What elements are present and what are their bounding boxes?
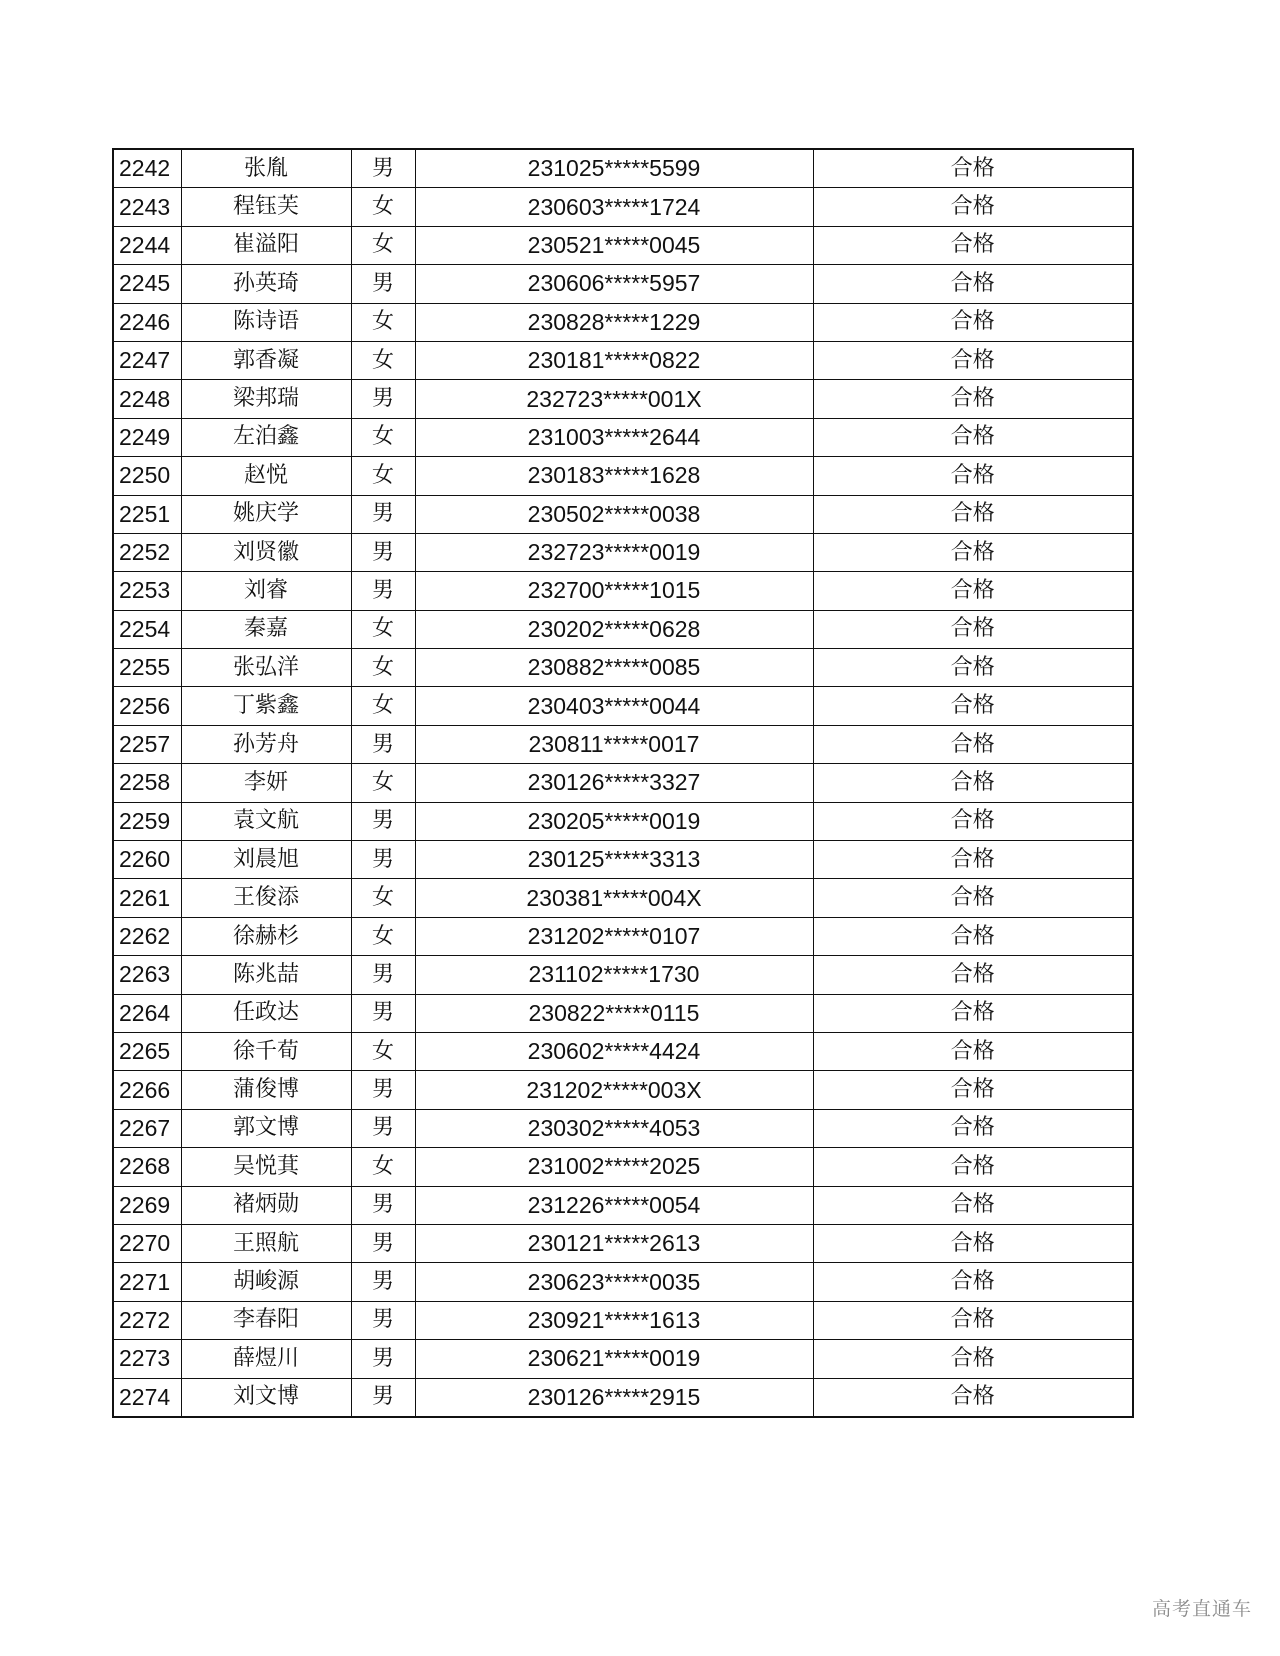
result-status: 合格 [813,610,1133,648]
candidate-sex: 男 [351,533,415,571]
result-status: 合格 [813,917,1133,955]
candidate-id-number: 231002*****2025 [415,1148,813,1186]
candidate-id-number: 230882*****0085 [415,649,813,687]
row-number: 2253 [113,572,181,610]
table-row [113,1340,1133,1378]
candidate-id-number: 231003*****2644 [415,418,813,456]
table-row [113,265,1133,303]
candidate-sex: 男 [351,1186,415,1224]
row-number: 2245 [113,265,181,303]
candidate-sex: 女 [351,418,415,456]
row-number: 2256 [113,687,181,725]
candidate-sex: 男 [351,380,415,418]
candidate-name: 赵悦 [181,457,351,495]
table-row [113,994,1133,1032]
table-row [113,1109,1133,1147]
candidate-name: 吴悦萁 [181,1148,351,1186]
result-status: 合格 [813,725,1133,763]
candidate-id-number: 230606*****5957 [415,265,813,303]
result-status: 合格 [813,841,1133,879]
candidate-id-number: 230126*****3327 [415,764,813,802]
result-status: 合格 [813,533,1133,571]
candidate-name: 徐赫杉 [181,917,351,955]
result-status: 合格 [813,687,1133,725]
candidate-name: 郭文博 [181,1109,351,1147]
table-row [113,1378,1133,1417]
candidate-id-number: 230205*****0019 [415,802,813,840]
candidate-name: 姚庆学 [181,495,351,533]
row-number: 2272 [113,1301,181,1339]
candidate-id-number: 230121*****2613 [415,1224,813,1262]
table-row [113,341,1133,379]
row-number: 2269 [113,1186,181,1224]
candidate-name: 孙芳舟 [181,725,351,763]
result-status: 合格 [813,1071,1133,1109]
watermark-text: 高考直通车 [1151,1598,1252,1620]
candidate-id-number: 230822*****0115 [415,994,813,1032]
candidate-name: 刘贤徽 [181,533,351,571]
candidate-sex: 女 [351,188,415,226]
row-number: 2267 [113,1109,181,1147]
result-status: 合格 [813,764,1133,802]
candidate-name: 胡峻源 [181,1263,351,1301]
table-row [113,1186,1133,1224]
candidate-name: 徐千荀 [181,1032,351,1070]
candidate-id-number: 232700*****1015 [415,572,813,610]
candidate-sex: 女 [351,226,415,264]
candidate-sex: 男 [351,495,415,533]
candidate-sex: 女 [351,649,415,687]
table-row [113,533,1133,571]
candidate-id-number: 231226*****0054 [415,1186,813,1224]
row-number: 2261 [113,879,181,917]
table-row [113,1224,1133,1262]
row-number: 2252 [113,533,181,571]
candidate-sex: 男 [351,725,415,763]
candidate-id-number: 231202*****003X [415,1071,813,1109]
result-status: 合格 [813,380,1133,418]
candidate-name: 王俊添 [181,879,351,917]
candidate-sex: 男 [351,1301,415,1339]
table-row [113,917,1133,955]
table-row [113,1301,1133,1339]
candidate-name: 丁紫鑫 [181,687,351,725]
row-number: 2273 [113,1340,181,1378]
row-number: 2246 [113,303,181,341]
row-number: 2270 [113,1224,181,1262]
row-number: 2258 [113,764,181,802]
table-row [113,1032,1133,1070]
candidate-sex: 女 [351,879,415,917]
candidate-name: 王照航 [181,1224,351,1262]
table-row [113,1071,1133,1109]
result-status: 合格 [813,1263,1133,1301]
table-row [113,725,1133,763]
candidate-id-number: 232723*****0019 [415,533,813,571]
result-status: 合格 [813,994,1133,1032]
result-status: 合格 [813,265,1133,303]
candidate-name: 薛煜川 [181,1340,351,1378]
candidate-name: 郭香凝 [181,341,351,379]
candidate-sex: 女 [351,610,415,648]
result-status: 合格 [813,341,1133,379]
table-row [113,149,1133,188]
result-status: 合格 [813,1148,1133,1186]
result-status: 合格 [813,879,1133,917]
table-row [113,879,1133,917]
result-status: 合格 [813,1301,1133,1339]
row-number: 2274 [113,1378,181,1417]
candidate-name: 秦嘉 [181,610,351,648]
table-row [113,380,1133,418]
candidate-sex: 男 [351,1109,415,1147]
candidate-id-number: 230181*****0822 [415,341,813,379]
candidate-id-number: 230202*****0628 [415,610,813,648]
candidate-sex: 男 [351,149,415,188]
candidate-sex: 女 [351,764,415,802]
candidate-sex: 女 [351,303,415,341]
candidate-name: 刘晨旭 [181,841,351,879]
candidate-id-number: 230403*****0044 [415,687,813,725]
result-status: 合格 [813,1186,1133,1224]
candidate-sex: 男 [351,572,415,610]
candidate-sex: 男 [351,1224,415,1262]
candidate-id-number: 231202*****0107 [415,917,813,955]
candidate-sex: 男 [351,956,415,994]
row-number: 2249 [113,418,181,456]
candidate-name: 梁邦瑞 [181,380,351,418]
table-row [113,1263,1133,1301]
result-status: 合格 [813,188,1133,226]
table-row [113,188,1133,226]
candidate-name: 任政达 [181,994,351,1032]
candidate-name: 崔溢阳 [181,226,351,264]
candidate-name: 刘睿 [181,572,351,610]
result-status: 合格 [813,149,1133,188]
candidate-name: 陈兆喆 [181,956,351,994]
row-number: 2247 [113,341,181,379]
candidate-name: 陈诗语 [181,303,351,341]
table-row [113,572,1133,610]
table-row [113,495,1133,533]
result-status: 合格 [813,1109,1133,1147]
result-status: 合格 [813,1378,1133,1417]
result-status: 合格 [813,956,1133,994]
candidate-sex: 女 [351,1032,415,1070]
table-row [113,956,1133,994]
row-number: 2268 [113,1148,181,1186]
candidate-name: 孙英琦 [181,265,351,303]
result-status: 合格 [813,495,1133,533]
candidate-id-number: 230603*****1724 [415,188,813,226]
result-status: 合格 [813,303,1133,341]
row-number: 2251 [113,495,181,533]
candidate-id-number: 230811*****0017 [415,725,813,763]
candidate-name: 左泊鑫 [181,418,351,456]
row-number: 2254 [113,610,181,648]
row-number: 2255 [113,649,181,687]
candidate-name: 李春阳 [181,1301,351,1339]
candidate-sex: 男 [351,994,415,1032]
candidate-name: 褚炳勋 [181,1186,351,1224]
candidate-id-number: 230623*****0035 [415,1263,813,1301]
result-status: 合格 [813,1224,1133,1262]
table-row [113,764,1133,802]
candidate-id-number: 230521*****0045 [415,226,813,264]
candidate-id-number: 230126*****2915 [415,1378,813,1417]
table-row [113,841,1133,879]
results-table-body [113,149,1133,1417]
candidate-name: 张胤 [181,149,351,188]
candidate-id-number: 231102*****1730 [415,956,813,994]
candidate-id-number: 230302*****4053 [415,1109,813,1147]
candidate-id-number: 230183*****1628 [415,457,813,495]
row-number: 2250 [113,457,181,495]
result-status: 合格 [813,802,1133,840]
candidate-id-number: 230381*****004X [415,879,813,917]
candidate-sex: 男 [351,841,415,879]
candidate-sex: 男 [351,802,415,840]
result-status: 合格 [813,1032,1133,1070]
table-row [113,303,1133,341]
row-number: 2257 [113,725,181,763]
table-row [113,226,1133,264]
candidate-id-number: 230621*****0019 [415,1340,813,1378]
row-number: 2248 [113,380,181,418]
candidate-id-number: 230921*****1613 [415,1301,813,1339]
table-row [113,687,1133,725]
result-status: 合格 [813,457,1133,495]
row-number: 2244 [113,226,181,264]
candidate-sex: 女 [351,1148,415,1186]
result-status: 合格 [813,572,1133,610]
result-status: 合格 [813,418,1133,456]
candidate-name: 袁文航 [181,802,351,840]
row-number: 2262 [113,917,181,955]
table-row [113,802,1133,840]
table-row [113,457,1133,495]
candidate-id-number: 230125*****3313 [415,841,813,879]
row-number: 2265 [113,1032,181,1070]
candidate-sex: 女 [351,341,415,379]
table-row [113,649,1133,687]
candidate-sex: 男 [351,1378,415,1417]
candidate-sex: 男 [351,1071,415,1109]
candidate-name: 程钰芙 [181,188,351,226]
table-row [113,418,1133,456]
row-number: 2264 [113,994,181,1032]
candidate-id-number: 230828*****1229 [415,303,813,341]
candidate-sex: 女 [351,687,415,725]
row-number: 2266 [113,1071,181,1109]
candidate-id-number: 230602*****4424 [415,1032,813,1070]
candidate-name: 张弘洋 [181,649,351,687]
candidate-id-number: 231025*****5599 [415,149,813,188]
row-number: 2271 [113,1263,181,1301]
result-status: 合格 [813,1340,1133,1378]
candidate-name: 李妍 [181,764,351,802]
candidate-sex: 男 [351,265,415,303]
candidate-id-number: 230502*****0038 [415,495,813,533]
row-number: 2259 [113,802,181,840]
candidate-id-number: 232723*****001X [415,380,813,418]
candidate-sex: 女 [351,457,415,495]
candidate-sex: 男 [351,1340,415,1378]
row-number: 2242 [113,149,181,188]
candidate-sex: 女 [351,917,415,955]
result-status: 合格 [813,226,1133,264]
row-number: 2243 [113,188,181,226]
results-table [112,148,1134,1418]
result-status: 合格 [813,649,1133,687]
table-row [113,610,1133,648]
row-number: 2260 [113,841,181,879]
row-number: 2263 [113,956,181,994]
candidate-name: 刘文博 [181,1378,351,1417]
table-row [113,1148,1133,1186]
candidate-name: 蒲俊博 [181,1071,351,1109]
candidate-sex: 男 [351,1263,415,1301]
